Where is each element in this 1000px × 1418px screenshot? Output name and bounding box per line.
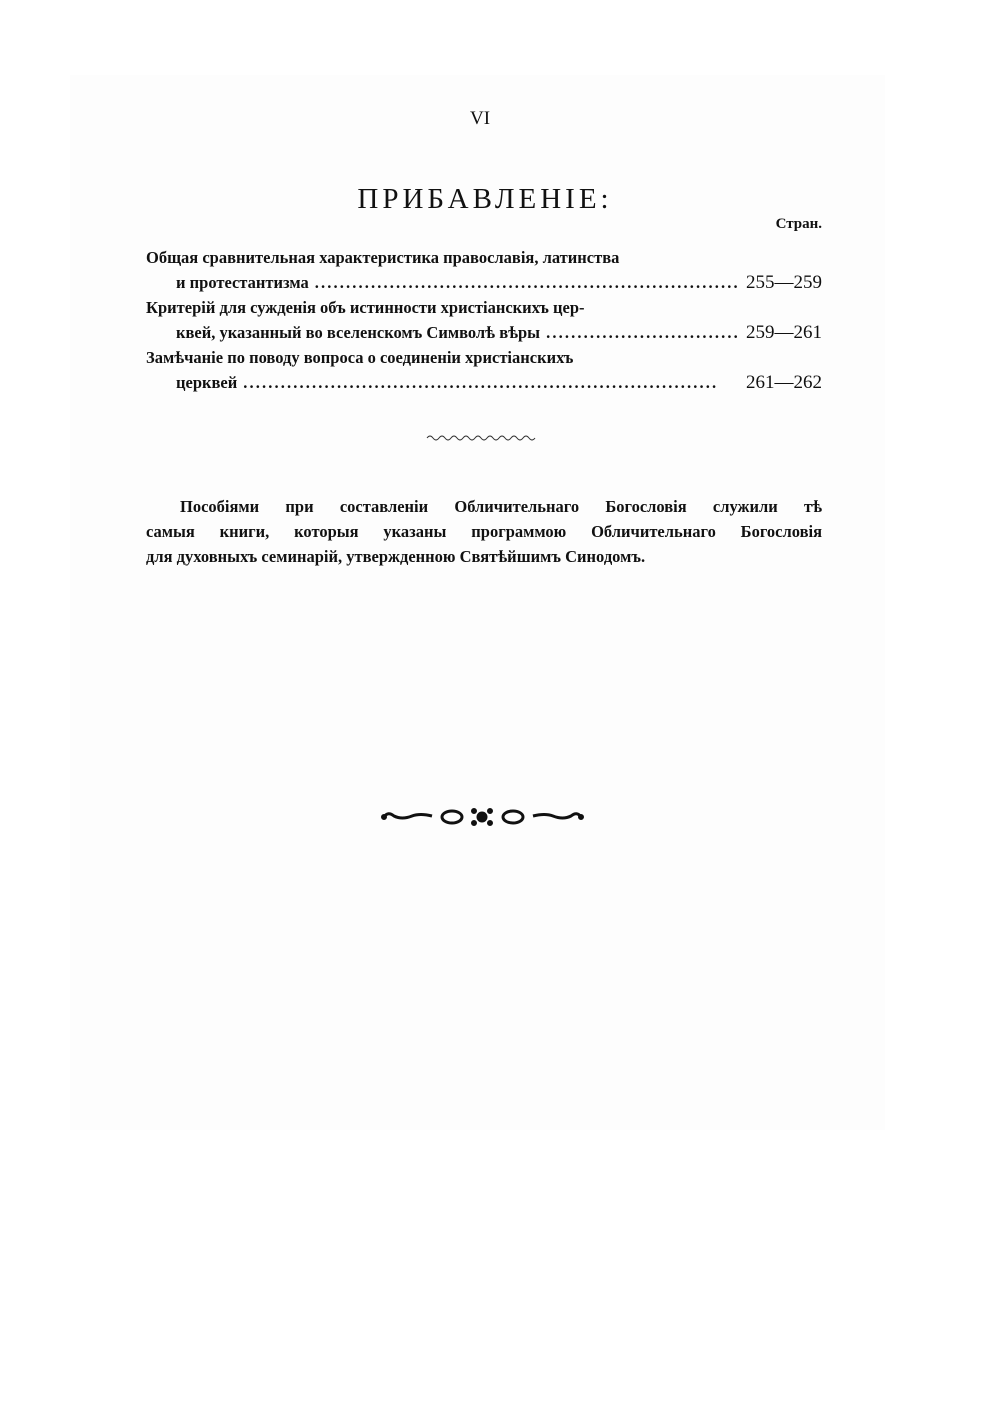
page-number: VI [469,108,491,129]
note-line: самыя книги, которыя указаны программою Обличительнаго Богословія [146,522,822,541]
wavy-divider-icon [425,432,540,444]
section-title: ПРИБАВЛЕНІЕ: [357,183,613,215]
sources-note [146,494,822,569]
toc-entry-text: Критерій для сужденія объ истинности христіанскихъ цер- [146,298,585,317]
toc-entry-text: Замѣчаніе по поводу вопроса о соединеніи христіанскихъ [146,348,574,367]
toc-entry-text: квей, указанный во вселенскомъ Символѣ вѣры [176,323,541,342]
leader-dots [546,320,740,345]
toc-entry-pages: 259—261 [746,322,822,343]
note-line: Пособіями при составленіи Обличительнаго Богословія служили тѣ [180,497,822,516]
note-line: для духовныхъ семинарій, утвержденною Святѣйшимъ Синодомъ. [146,547,646,566]
ornament-icon [380,805,585,829]
toc-entry-line [146,320,822,345]
toc-entry-pages: 261—262 [746,372,822,393]
toc-entry-text: и протестантизма [176,273,309,292]
toc-entry-line [146,295,822,320]
page-scan [70,75,885,1130]
toc-entry-line [146,370,822,395]
toc-entry-pages: 255—259 [746,272,822,293]
pages-column-label: Стран. [775,216,822,232]
toc-entry-line [146,270,822,295]
toc-entry-line [146,245,822,270]
toc-entry-line [146,345,822,370]
toc-entry-text: Общая сравнительная характеристика православія, латинства [146,248,620,267]
toc-entry-text: церквей [176,373,238,392]
table-of-contents [146,245,822,395]
leader-dots [315,270,740,295]
leader-dots [243,370,740,395]
